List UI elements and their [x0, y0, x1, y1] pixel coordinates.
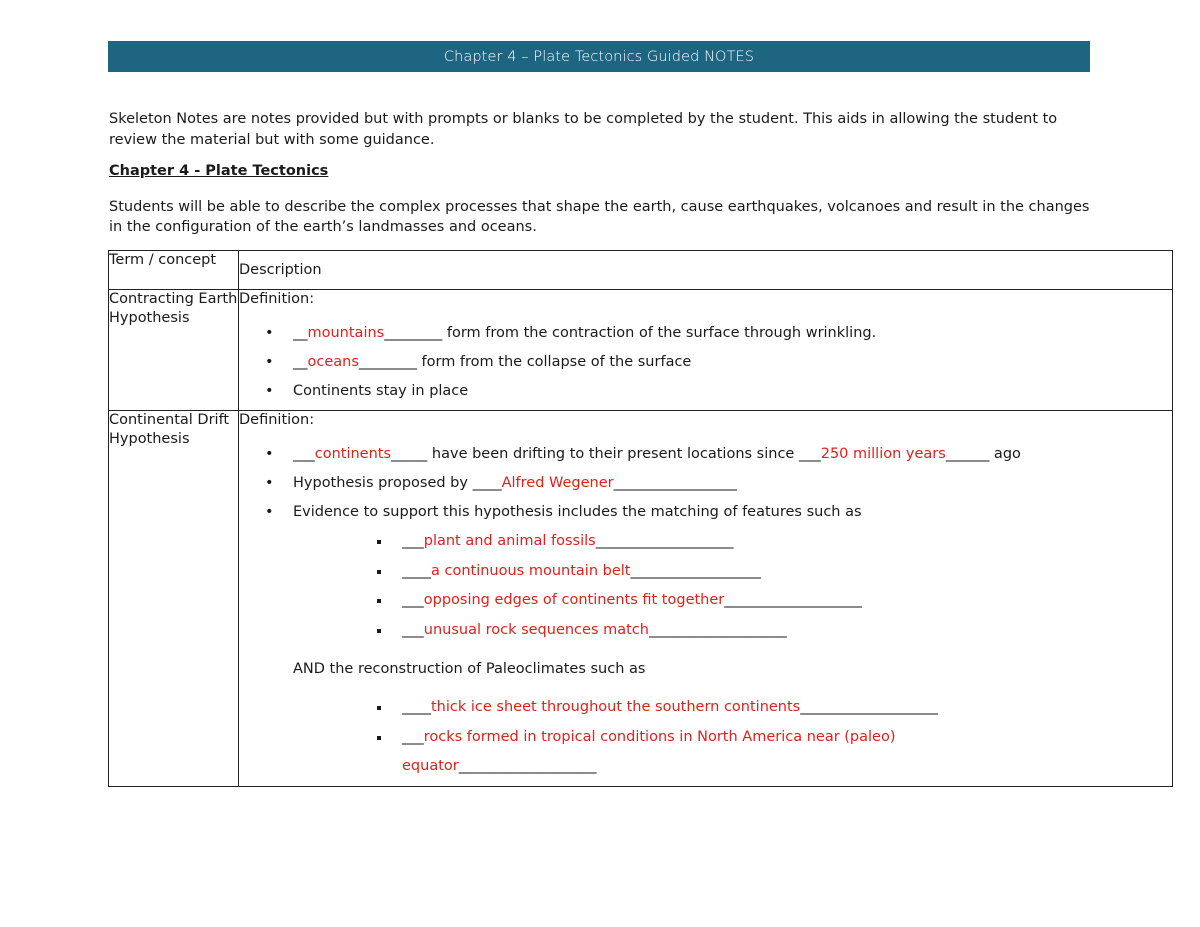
answer-text: 250 million years	[820, 446, 946, 462]
answer-text: mountains	[307, 325, 385, 341]
answer-text: rocks formed in tropical conditions in North America near (paleo) equator	[402, 728, 896, 774]
table-row	[109, 290, 1173, 411]
evidence-list	[239, 527, 1172, 645]
list-item: • __mountains________ form from the contraction of the surface through wrinkling.	[239, 319, 1172, 348]
list-item: • Hypothesis proposed by ____Alfred Wegener_________________	[239, 469, 1172, 498]
header-description: Description	[239, 251, 1173, 290]
list-item: ____thick ice sheet throughout the southern continents___________________	[239, 693, 1172, 723]
definition-label: Definition:	[239, 291, 315, 307]
table-header-row	[109, 251, 1173, 290]
answer-text: oceans	[307, 354, 359, 370]
document-title: Chapter 4 – Plate Tectonics Guided NOTES	[443, 48, 755, 65]
term-cell: Contracting Earth Hypothesis	[109, 290, 239, 411]
description-cell	[239, 290, 1173, 411]
answer-text: continents	[314, 446, 392, 462]
answer-text: unusual rock sequences match	[423, 621, 649, 638]
answer-text: plant and animal fossils	[423, 533, 596, 549]
document-header-bar	[108, 41, 1090, 72]
list-item: ____a continuous mountain belt__________________	[239, 557, 1172, 587]
answer-text: Alfred Wegener	[501, 475, 614, 491]
answer-text: a continuous mountain belt	[431, 562, 631, 579]
term-cell: Continental Drift Hypothesis	[109, 411, 239, 787]
bullet-list	[239, 440, 1172, 527]
table-row	[109, 411, 1173, 787]
paleoclimate-list	[239, 693, 1172, 782]
list-item: • Evidence to support this hypothesis includes the matching of features such as	[239, 498, 1172, 527]
section-heading: Chapter 4 - Plate Tectonics	[109, 163, 329, 179]
list-item: ___rocks formed in tropical conditions in North America near (paleo) equator___________________	[239, 723, 1172, 782]
list-item: ___plant and animal fossils___________________	[239, 527, 1172, 557]
objective-paragraph: Students will be able to describe the complex processes that shape the earth, cause earthquakes, volcanoes and result in the changes in the configuration of the earth’s landmasses and oceans.	[109, 199, 1090, 235]
list-item: ___opposing edges of continents fit together___________________	[239, 586, 1172, 616]
notes-table	[108, 250, 1173, 787]
definition-label: Definition:	[239, 412, 315, 428]
list-item: ___unusual rock sequences match___________________	[239, 616, 1172, 646]
header-term: Term / concept	[109, 251, 239, 290]
list-item: • ___continents_____ have been drifting to their present locations since ___250 million years______ ago	[239, 440, 1172, 469]
intro-paragraph: Skeleton Notes are notes provided but with prompts or blanks to be completed by the student. This aids in allowing the student to review the material but with some guidance.	[109, 111, 1058, 148]
list-item: • __oceans________ form from the collapse of the surface	[239, 348, 1172, 377]
answer-text: opposing edges of continents fit together	[423, 592, 725, 608]
description-cell	[239, 411, 1173, 787]
paleoclimate-intro: AND the reconstruction of Paleoclimates such as	[293, 661, 646, 677]
bullet-list	[239, 319, 1172, 406]
answer-text: thick ice sheet throughout the southern continents	[431, 699, 801, 715]
list-item: • Continents stay in place	[239, 377, 1172, 406]
